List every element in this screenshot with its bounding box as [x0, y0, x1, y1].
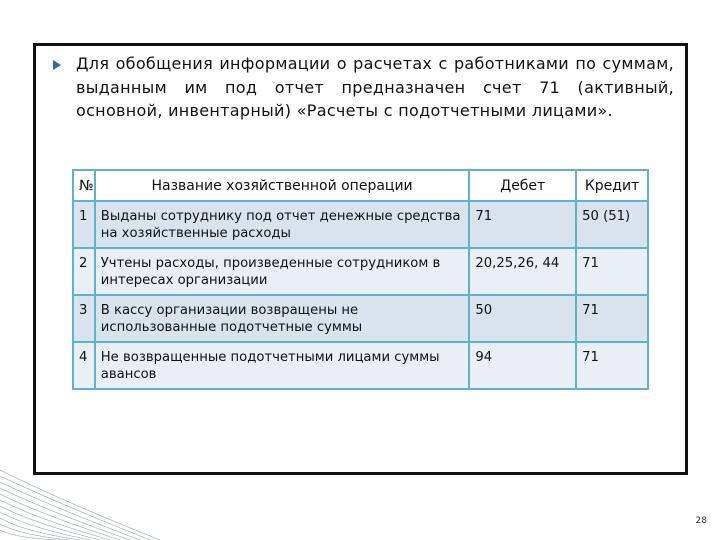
row-debet: 71 [469, 201, 576, 248]
table-row [73, 201, 648, 248]
row-debet: 50 [469, 295, 576, 342]
table-row [73, 248, 648, 295]
row-number: 1 [73, 201, 95, 248]
row-operation: Учтены расходы, произведенные сотрудником в интересах организации [95, 248, 470, 295]
corner-hatch-decoration [0, 430, 200, 540]
row-operation: Выданы сотруднику под отчет денежные средства на хозяйственные расходы [95, 201, 470, 248]
row-operation: Не возвращенные подотчетными лицами суммы авансов [95, 342, 470, 389]
operations-table [72, 169, 649, 390]
body-paragraph: Для обобщения информации о расчетах с работниками по суммам, выданным им под отчет предназначен счет 71 (активный, основной, инвентарный) «Расчеты с подотчетными лицами». [76, 54, 674, 120]
table-row [73, 295, 648, 342]
page-number: 28 [695, 516, 707, 526]
row-operation: В кассу организации возвращены не использованные подотчетные суммы [95, 295, 470, 342]
bullet-arrow-icon [53, 60, 61, 70]
row-credit: 71 [576, 295, 648, 342]
row-debet: 20,25,26, 44 [469, 248, 576, 295]
table-row [73, 342, 648, 389]
row-number: 4 [73, 342, 95, 389]
row-number: 3 [73, 295, 95, 342]
table-header-row [73, 170, 648, 201]
row-number: 2 [73, 248, 95, 295]
row-debet: 94 [469, 342, 576, 389]
row-credit: 71 [576, 342, 648, 389]
header-number: № [73, 170, 95, 201]
row-credit: 50 (51) [576, 201, 648, 248]
row-credit: 71 [576, 248, 648, 295]
header-credit: Кредит [576, 170, 648, 201]
header-debet: Дебет [469, 170, 576, 201]
header-operation-name: Название хозяйственной операции [95, 170, 470, 201]
